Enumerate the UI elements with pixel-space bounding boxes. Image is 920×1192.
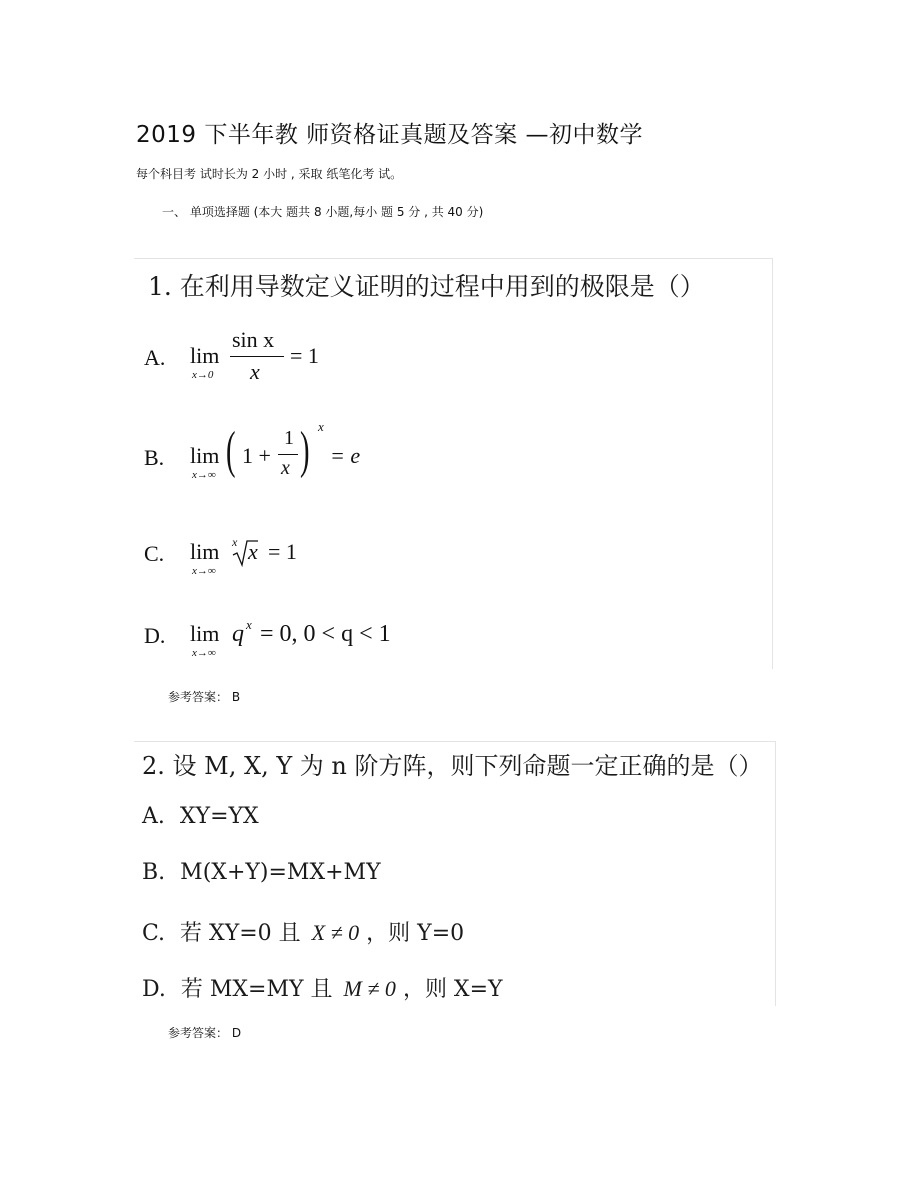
question-2-text: 2. 设 M, X, Y 为 n 阶方阵，则下列命题一定正确的是（）: [142, 752, 763, 780]
q2-option-c-letter: C.: [142, 921, 166, 946]
q1-a-denominator: x: [250, 359, 260, 384]
q1-a-rhs: = 1: [290, 343, 319, 368]
q2-option-d-math: M ≠ 0: [343, 976, 396, 1001]
q2-option-d-post: ，则 X=Y: [402, 977, 503, 1002]
q2-option-c-pre: 若 XY=0 且: [180, 921, 301, 946]
q1-option-a-letter: A.: [144, 345, 166, 370]
q1-c-lim-sub: x→∞: [192, 565, 216, 577]
q1-c-radicand: x: [248, 539, 258, 564]
q1-option-c-letter: C.: [144, 541, 165, 566]
q1-b-exponent: x: [318, 419, 324, 434]
q1-option-d: [144, 617, 464, 667]
q1-b-close-paren: ): [300, 422, 310, 479]
q1-option-a: [144, 327, 444, 391]
question-2-image: [134, 741, 776, 1006]
section-heading: 一、 单项选择题 (本大 题共 8 小题,每小 题 5 分 , 共 40 分): [162, 205, 484, 219]
q1-a-fraction-bar: [230, 356, 284, 357]
q1-d-base: q: [232, 621, 244, 647]
q1-a-lim: lim: [190, 343, 220, 368]
q2-option-a: [142, 804, 259, 829]
q2-option-d-pre: 若 MX=MY 且: [180, 977, 333, 1002]
q2-option-b-text: M(X+Y)=MX+MY: [180, 860, 381, 885]
q1-c-rhs: = 1: [268, 539, 297, 564]
q1-d-exponent: x: [246, 617, 252, 632]
q1-a-lim-sub: x→0: [192, 369, 214, 381]
q2-option-a-letter: A.: [142, 804, 165, 829]
q1-d-rhs: = 0, 0 < q < 1: [260, 621, 391, 647]
q1-b-fraction-bar: [278, 454, 298, 455]
q1-b-denominator: x: [281, 457, 290, 479]
q1-d-lim: lim: [190, 621, 220, 646]
q1-b-lim: lim: [190, 443, 220, 468]
q1-b-rhs: = e: [330, 443, 361, 468]
q1-b-open-paren: (: [226, 422, 236, 479]
question-1-image: [134, 258, 773, 669]
question-1-answer: 参考答案： B: [168, 690, 241, 704]
question-1-text: 1. 在利用导数定义证明的过程中用到的极限是（）: [148, 272, 705, 301]
q1-b-lim-sub: x→∞: [192, 469, 216, 481]
document-title: 2019 下半年教 师资格证真题及答案 —初中数学: [136, 122, 643, 148]
exam-duration-note: 每个科目考 试时长为 2 小时 , 采取 纸笔化考 试。: [136, 167, 403, 181]
q2-option-d: [142, 972, 503, 1003]
q2-option-c-post: ，则 Y=0: [366, 921, 465, 946]
q1-option-b: [144, 419, 444, 495]
q1-c-lim: lim: [190, 539, 220, 564]
q1-d-lim-sub: x→∞: [192, 647, 216, 659]
q1-a-numerator: sin x: [232, 327, 275, 352]
q2-option-d-letter: D.: [142, 977, 166, 1002]
question-2-answer: 参考答案： D: [168, 1026, 242, 1040]
q1-option-d-letter: D.: [144, 623, 166, 648]
q2-option-b: [142, 860, 381, 885]
q2-option-b-letter: B.: [142, 860, 166, 885]
q1-option-b-letter: B.: [144, 445, 165, 470]
q1-b-one-plus: 1 +: [242, 443, 271, 468]
q2-option-a-text: XY=YX: [179, 804, 259, 829]
q1-c-root-index: x: [232, 535, 238, 549]
q2-option-c: [142, 916, 464, 947]
q1-option-c: [144, 535, 444, 585]
q1-b-numerator: 1: [284, 427, 294, 449]
q2-option-c-math: X ≠ 0: [311, 920, 360, 945]
